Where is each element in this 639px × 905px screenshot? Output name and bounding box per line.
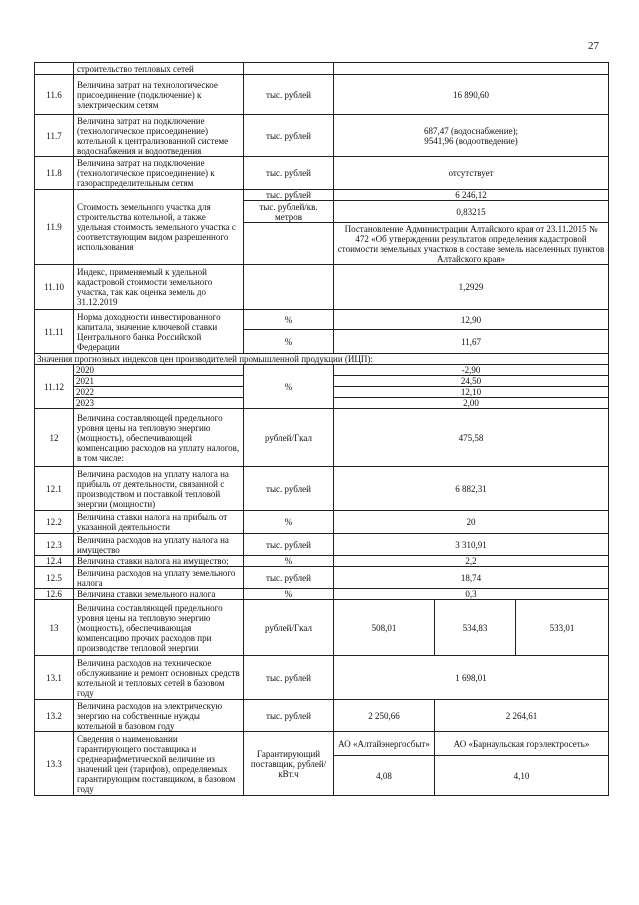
table-row: [35, 534, 609, 556]
row-value: -2,90: [334, 365, 609, 376]
table-row: [35, 556, 609, 567]
row-unit: %: [244, 556, 334, 567]
table-row: [35, 600, 609, 656]
row-value: Постановление Администрации Алтайского края от 23.11.2015 № 472 «Об утверждении результатов определения кадастровой стоимости земельных участков в составе земель населенных пунктов Алтайского края»: [334, 223, 609, 265]
row-value: 475,58: [334, 409, 609, 467]
row-value: 508,01: [334, 600, 435, 656]
row-value: 2,2: [334, 556, 609, 567]
row-unit: тыс. рублей: [244, 190, 334, 201]
row-unit: %: [244, 589, 334, 600]
table-row: [35, 63, 609, 75]
row-description: Величина расходов на электрическую энергию на собственные нужды котельной в базовом году: [74, 700, 244, 732]
page-number: 27: [588, 40, 599, 52]
row-description: Величина расходов на уплату земельного налога: [74, 567, 244, 589]
row-value: отсутствует: [334, 157, 609, 190]
section-heading: Значения прогнозных индексов цен производителей промышленной продукции (ИЦП):: [35, 354, 609, 365]
row-value: 6 246,12: [334, 190, 609, 201]
row-description: Индекс, применяемый к удельной кадастровой стоимости земельного участка, так как оценка земель до 31.12.2019: [74, 265, 244, 310]
row-number: 13.1: [35, 656, 74, 700]
row-unit: тыс. рублей: [244, 115, 334, 157]
row-number: 11.12: [35, 365, 74, 409]
year-label: 2022: [74, 387, 244, 398]
row-unit: %: [244, 365, 334, 409]
year-label: 2020: [74, 365, 244, 376]
row-number: 12.5: [35, 567, 74, 589]
table-row: [35, 467, 609, 511]
row-description: Величина затрат на технологическое присоединение (подключение) к электрическим сетям: [74, 75, 244, 115]
row-value: 4,08: [334, 756, 435, 796]
year-label: 2021: [74, 376, 244, 387]
row-description: Сведения о наименовании гарантирующего поставщика и среднеарифметической величине из значений цен (тарифов), определяемых гарантирующим поставщиком, в базовом году: [74, 732, 244, 796]
row-description: Величина ставки налога на имущество;: [74, 556, 244, 567]
supplier-name: АО «Алтайэнергосбыт»: [334, 732, 435, 756]
row-description: Величина расходов на уплату налога на имущество: [74, 534, 244, 556]
row-number: 13.2: [35, 700, 74, 732]
value-line: 687,47 (водоснабжение);: [423, 125, 519, 136]
row-number: 11.6: [35, 75, 74, 115]
table-row: [35, 365, 609, 376]
supplier-name: АО «Барнаульская горэлектросеть»: [435, 732, 609, 756]
row-value: 0,83215: [334, 201, 609, 223]
row-value: 16 890,60: [334, 75, 609, 115]
row-value: 11,67: [334, 330, 609, 354]
row-number: 11.9: [35, 190, 74, 265]
row-number: 11.7: [35, 115, 74, 157]
row-number: 11.10: [35, 265, 74, 310]
row-description: Стоимость земельного участка для строительства котельной, а также удельная стоимость земельного участка с соответствующим видом разрешенного использования: [74, 190, 244, 265]
row-description: Величина затрат на подключение (технологическое присоединение) котельной к централизованной системе водоснабжения и водоотведения: [74, 115, 244, 157]
row-value: 24,50: [334, 376, 609, 387]
table-row: [35, 354, 609, 365]
row-unit: рублей/Гкал: [244, 409, 334, 467]
row-value: 6 882,31: [334, 467, 609, 511]
row-value: 2 250,66: [334, 700, 435, 732]
year-label: 2023: [74, 398, 244, 409]
parameters-table: [34, 62, 609, 796]
row-value: 3 310,91: [334, 534, 609, 556]
row-description: Норма доходности инвестированного капитала, значение ключевой ставки Центрального банка Российской Федерации: [74, 310, 244, 354]
table-row: [35, 732, 609, 756]
row-unit: тыс. рублей: [244, 700, 334, 732]
table-row: [35, 157, 609, 190]
table-row: [35, 409, 609, 467]
row-unit: тыс. рублей: [244, 157, 334, 190]
row-number: 13: [35, 600, 74, 656]
row-number: 12.2: [35, 511, 74, 534]
row-unit: рублей/Гкал: [244, 600, 334, 656]
row-unit: тыс. рублей: [244, 75, 334, 115]
table-row: [35, 265, 609, 310]
row-value: 2 264,61: [435, 700, 609, 732]
row-value: 0,3: [334, 589, 609, 600]
row-value: 12,90: [334, 310, 609, 330]
row-unit: тыс. рублей/кв. метров: [244, 201, 334, 223]
row-description: Величина составляющей предельного уровня цены на тепловую энергию (мощность), обеспечивающая компенсацию прочих расходов при производстве тепловой энергии: [74, 600, 244, 656]
row-unit: %: [244, 511, 334, 534]
row-number: 11.8: [35, 157, 74, 190]
row-number: 11.11: [35, 310, 74, 354]
table-row: [35, 75, 609, 115]
row-unit: тыс. рублей: [244, 656, 334, 700]
row-unit: Гарантирующий поставщик, рублей/кВт.ч: [244, 732, 334, 796]
row-value: [334, 115, 609, 157]
table-row: [35, 700, 609, 732]
row-description: Величина ставки налога на прибыль от указанной деятельности: [74, 511, 244, 534]
row-number: 12: [35, 409, 74, 467]
row-number: 12.3: [35, 534, 74, 556]
row-number: 12.1: [35, 467, 74, 511]
row-value: 4,10: [435, 756, 609, 796]
row-description: строительство тепловых сетей: [74, 63, 244, 75]
table-row: [35, 190, 609, 201]
value-line: 9541,96 (водоотведение): [424, 135, 518, 146]
row-unit: %: [244, 330, 334, 354]
row-unit: тыс. рублей: [244, 467, 334, 511]
row-unit: %: [244, 310, 334, 330]
row-unit: тыс. рублей: [244, 567, 334, 589]
row-value: 2,00: [334, 398, 609, 409]
table-row: [35, 567, 609, 589]
row-value: 533,01: [516, 600, 609, 656]
row-number: 12.6: [35, 589, 74, 600]
row-description: Величина расходов на уплату налога на прибыль от деятельности, связанной с производством и поставкой тепловой энергии (мощности): [74, 467, 244, 511]
table-row: [35, 656, 609, 700]
row-description: Величина затрат на подключение (технологическое присоединение) к газораспределительным сетям: [74, 157, 244, 190]
row-description: Величина ставки земельного налога: [74, 589, 244, 600]
row-unit: тыс. рублей: [244, 534, 334, 556]
row-number: 12.4: [35, 556, 74, 567]
row-value: 534,83: [435, 600, 516, 656]
table-row: [35, 115, 609, 157]
row-value: 18,74: [334, 567, 609, 589]
table-row: [35, 511, 609, 534]
row-value: 1 698,01: [334, 656, 609, 700]
row-value: 20: [334, 511, 609, 534]
row-description: Величина расходов на техническое обслуживание и ремонт основных средств котельной и тепловых сетей в базовом году: [74, 656, 244, 700]
row-number: 13.3: [35, 732, 74, 796]
table-row: [35, 310, 609, 330]
table-row: [35, 589, 609, 600]
row-value: 12,10: [334, 387, 609, 398]
row-description: Величина составляющей предельного уровня цены на тепловую энергию (мощность), обеспечивающей компенсацию расходов на уплату налогов, в том числе:: [74, 409, 244, 467]
row-value: 1,2929: [334, 265, 609, 310]
